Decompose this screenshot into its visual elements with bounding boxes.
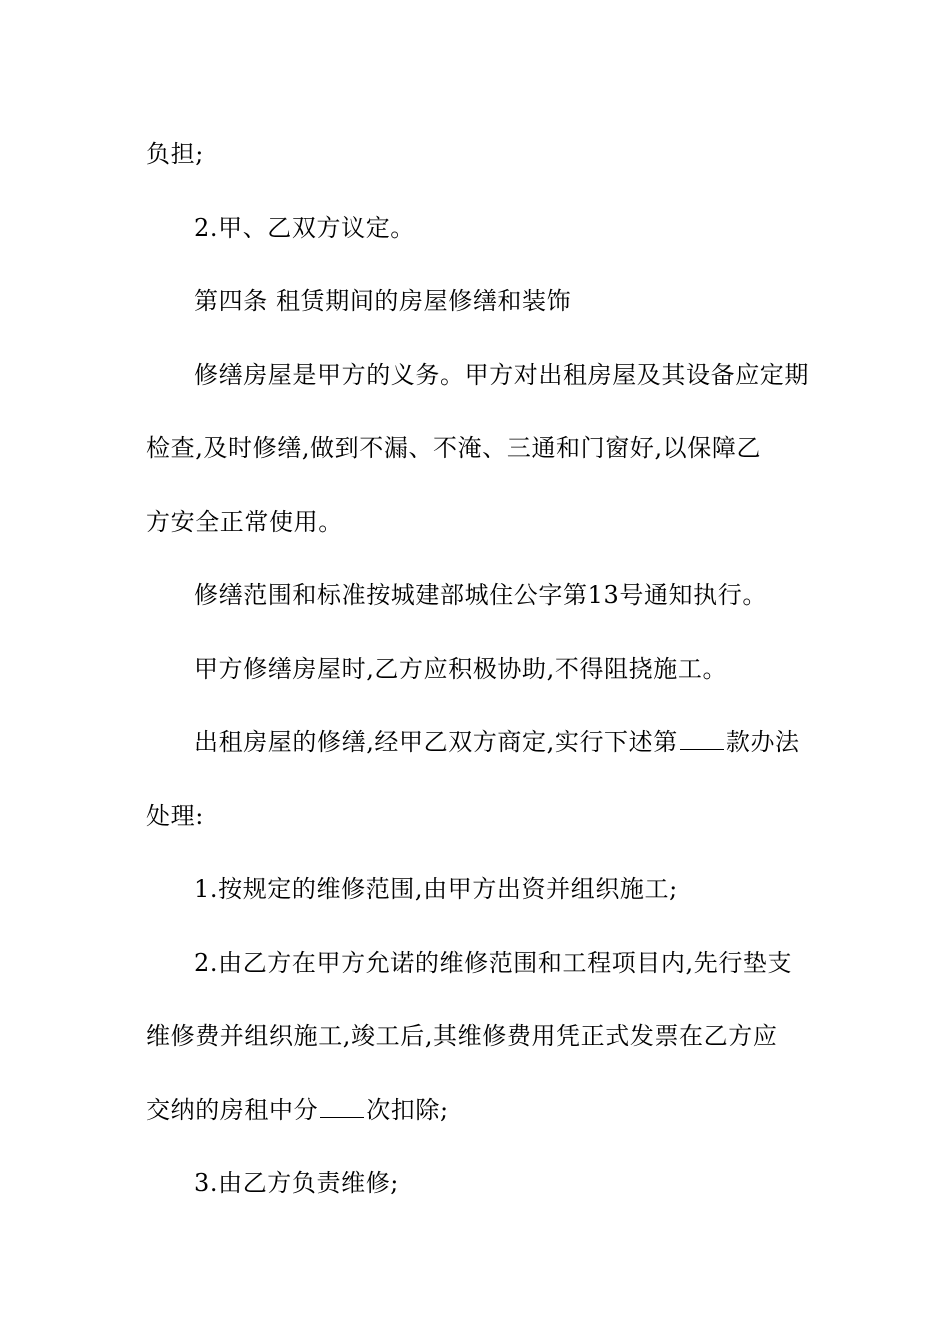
line-text-before-blank: 出租房屋的修缮,经甲乙双方商定,实行下述第	[194, 728, 678, 756]
paragraph-line: 甲方修缮房屋时,乙方应积极协助,不得阻挠施工。	[194, 654, 728, 683]
paragraph-line: 方安全正常使用。	[146, 507, 343, 536]
paragraph-line: 修缮范围和标准按城建部城住公字第13号通知执行。	[194, 581, 767, 609]
clause-item: 3.由乙方负责维修;	[194, 1169, 399, 1197]
paragraph-line	[146, 1084, 806, 1158]
article-heading: 第四条 租赁期间的房屋修缮和装饰	[194, 287, 572, 315]
line-text-before-blank: 交纳的房租中分	[146, 1095, 319, 1124]
fill-in-blank	[320, 1099, 364, 1118]
fill-in-blank	[680, 731, 724, 750]
clause-item: 2.由乙方在甲方允诺的维修范围和工程项目内,先行垫支	[194, 948, 793, 977]
document-body	[146, 128, 809, 1231]
line-text-after-blank: 次扣除;	[366, 1095, 449, 1124]
clause-item: 1.按规定的维修范围,由甲方出资并组织施工;	[194, 875, 678, 903]
line-text-after-blank: 款办法	[725, 728, 800, 756]
paragraph-line: 维修费并组织施工,竣工后,其维修费用凭正式发票在乙方应	[146, 1022, 778, 1050]
paragraph-line: 检查,及时修缮,做到不漏、不淹、三通和门窗好,以保障乙	[146, 434, 762, 462]
paragraph-line: 处理:	[146, 801, 204, 830]
clause-item: 2.甲、乙双方议定。	[194, 213, 415, 242]
paragraph-line	[146, 716, 806, 790]
paragraph-line: 修缮房屋是甲方的义务。甲方对出租房屋及其设备应定期	[194, 360, 809, 389]
paragraph-line: 负担;	[146, 140, 204, 168]
